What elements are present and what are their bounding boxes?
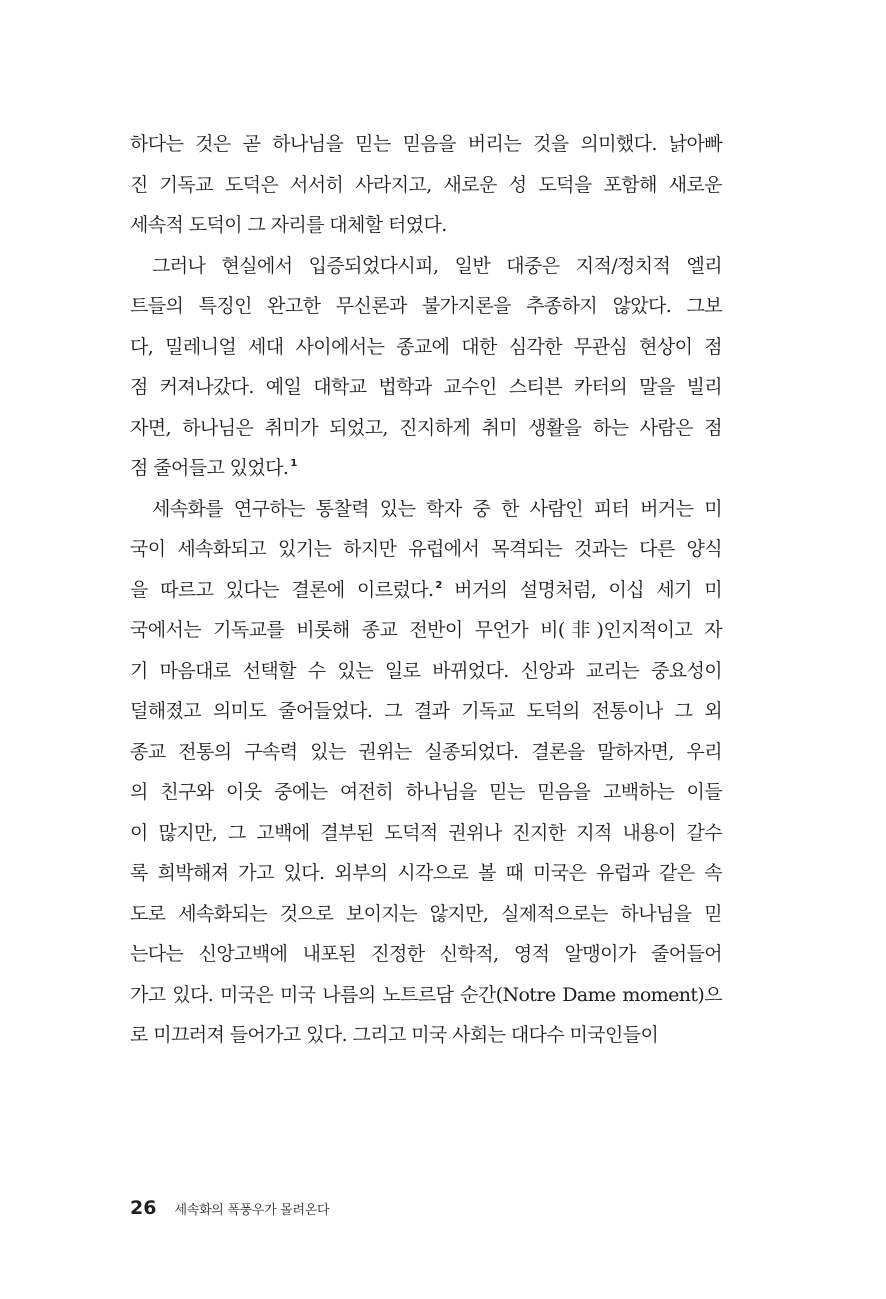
text-line: [130, 165, 722, 206]
text-line: [130, 408, 722, 449]
line-text: 종교 전통의 구속력 있는 권위는 실종되었다. 결론을 말하자면, 우리: [130, 740, 722, 763]
line-text: 트들의 특징인 완고한 무신론과 불가지론을 추종하지 않았다. 그보: [130, 295, 722, 317]
text-line: [130, 448, 722, 489]
text-line: [130, 894, 722, 935]
text-line: [130, 286, 722, 327]
text-line: [130, 934, 722, 975]
line-text: 기 마음대로 선택할 수 있는 일로 바뀌었다. 신앙과 교리는 중요성이: [130, 659, 722, 682]
line-text: 가고 있다. 미국은 미국 나름의 노트르담 순간(Notre Dame moment)으: [130, 983, 722, 1006]
text-line: [130, 1015, 722, 1056]
text-line: [130, 570, 722, 611]
line-text: 다, 밀레니얼 세대 사이에서는 종교에 대한 심각한 무관심 현상이 점: [130, 335, 722, 358]
line-text: 로 미끄러져 들어가고 있다. 그리고 미국 사회는 대다수 미국인들이: [130, 1024, 659, 1046]
line-text: 록 희박해져 가고 있다. 외부의 시각으로 볼 때 미국은 유럽과 같은 속: [130, 862, 722, 884]
line-text: 세속적 도덕이 그 자리를 대체할 터였다.: [130, 214, 447, 236]
text-line: [130, 772, 722, 813]
footnote-marker: 2: [435, 579, 442, 591]
line-text: 국이 세속화되고 있기는 하지만 유럽에서 목격되는 것과는 다른 양식: [130, 538, 722, 560]
line-text: 점 줄어들고 있었다.: [130, 457, 289, 479]
line-text: 을 따르고 있다는 결론에 이르렀다.: [130, 578, 434, 601]
paragraph: [130, 489, 722, 1056]
text-line: [130, 732, 722, 773]
paragraph: [130, 124, 722, 246]
footnote-marker: 1: [290, 458, 297, 469]
text-line: [130, 610, 722, 651]
paragraph: [130, 246, 722, 489]
line-text: 그러나 현실에서 입증되었다시피, 일반 대중은 지적/정치적 엘리: [152, 254, 722, 277]
line-text: 진 기독교 도덕은 서서히 사라지고, 새로운 성 도덕을 포함해 새로운: [130, 173, 722, 196]
running-title: 세속화의 폭풍우가 몰려온다: [174, 1203, 330, 1218]
line-text: 하다는 것은 곧 하나님을 믿는 믿음을 버리는 것을 의미했다. 낡아빠: [130, 133, 722, 155]
text-line: [130, 853, 722, 894]
line-text: 세속화를 연구하는 통찰력 있는 학자 중 한 사람인 피터 버거는 미: [152, 497, 722, 520]
line-text: 이 많지만, 그 고백에 결부된 도덕적 권위나 진지한 지적 내용이 갈수: [130, 821, 722, 844]
text-line: [130, 975, 722, 1016]
text-line: [130, 651, 722, 692]
line-text: 점 커져나갔다. 예일 대학교 법학과 교수인 스티븐 카터의 말을 빌리: [130, 376, 722, 398]
line-text: 자면, 하나님은 취미가 되었고, 진지하게 취미 생활을 하는 사람은 점: [130, 416, 722, 439]
text-line: [130, 205, 722, 246]
page-footer: [130, 1197, 329, 1227]
line-text: 덜해졌고 의미도 줄어들었다. 그 결과 기독교 도덕의 전통이나 그 외: [130, 700, 722, 722]
body-text: [130, 124, 722, 1056]
line-text: 도로 세속화되는 것으로 보이지는 않지만, 실제적으로는 하나님을 믿: [130, 902, 722, 925]
text-line: [130, 367, 722, 408]
text-line: [130, 124, 722, 165]
text-line: [130, 489, 722, 530]
line-text: 의 친구와 이웃 중에는 여전히 하나님을 믿는 믿음을 고백하는 이들: [130, 781, 722, 803]
text-line: [130, 246, 722, 287]
text-line: [130, 813, 722, 854]
line-text: 국에서는 기독교를 비롯해 종교 전반이 무언가 비(非)인지적이고 자: [130, 619, 722, 641]
text-line: [130, 691, 722, 732]
line-text: 는다는 신앙고백에 내포된 진정한 신학적, 영적 알맹이가 줄어들어: [130, 943, 722, 965]
page-number: 26: [130, 1197, 157, 1219]
text-line: [130, 327, 722, 368]
line-text-continued: 버거의 설명처럼, 이십 세기 미: [441, 578, 723, 601]
text-line: [130, 529, 722, 570]
